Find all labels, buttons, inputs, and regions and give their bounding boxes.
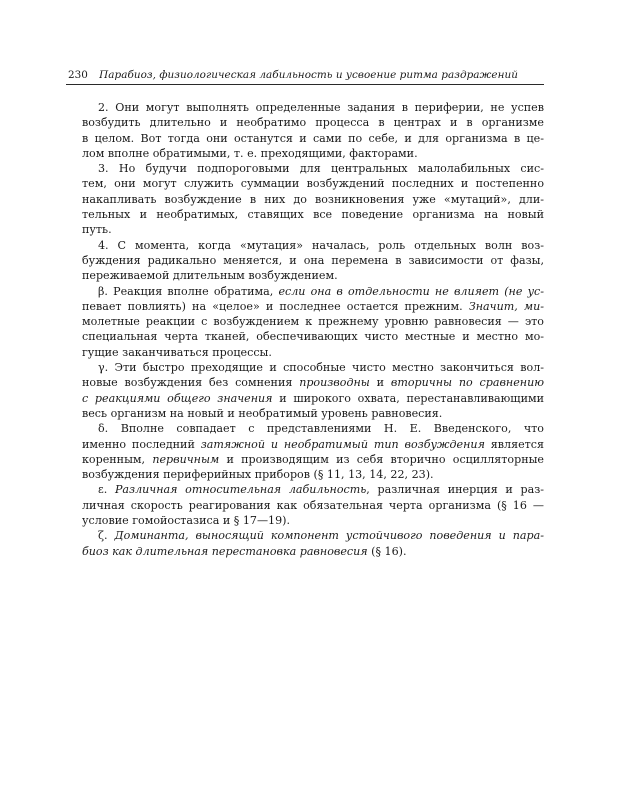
text-segment: и производящим из себя вторично осцилляторные xyxy=(219,452,544,466)
paragraph xyxy=(82,238,544,284)
page-number: 230 xyxy=(68,69,88,81)
text-line xyxy=(82,437,544,452)
text-line xyxy=(82,544,544,559)
text-line xyxy=(82,222,544,237)
text-line xyxy=(82,329,544,344)
text-line xyxy=(82,513,544,528)
body-text xyxy=(82,100,544,559)
text-line xyxy=(82,131,544,146)
text-segment: именно последний xyxy=(82,437,201,451)
text-segment: условие гомойостазиса и § 17—19). xyxy=(82,514,291,528)
paragraph xyxy=(82,360,544,421)
running-title: Парабиоз, физиологическая лабильность и усвоение ритма раздражений xyxy=(99,69,518,81)
italic-text: биоз как длительная перестановка равновесия xyxy=(82,544,368,558)
text-segment: γ. Эти быстро преходящие и способные чисто местно закончиться вол- xyxy=(98,361,544,375)
text-segment: и xyxy=(369,376,391,390)
text-segment: новые возбуждения без сомнения xyxy=(82,376,300,390)
text-line xyxy=(82,238,544,253)
text-line xyxy=(82,100,544,115)
text-segment: лом вполне обратимыми, т. е. преходящими, факторами. xyxy=(82,146,418,160)
text-segment: накапливать возбуждение в них до возникновения уже «мутаций», дли- xyxy=(82,192,544,206)
italic-text: производны xyxy=(299,376,370,390)
header-rule xyxy=(66,84,544,85)
text-line xyxy=(82,115,544,130)
italic-text: Значит, ми- xyxy=(462,299,544,313)
italic-text: с реакциями общего значения xyxy=(82,391,273,405)
text-segment: 2. Они могут выполнять определенные задания в периферии, не успев xyxy=(98,101,544,114)
paragraph xyxy=(82,528,544,559)
text-segment: коренным, xyxy=(82,452,153,466)
text-line xyxy=(82,192,544,207)
paragraph xyxy=(82,482,544,528)
text-line xyxy=(82,375,544,390)
text-line xyxy=(82,498,544,513)
text-segment: δ. Вполне совпадает с представлениями Н. Е. Введенского, что xyxy=(98,422,544,436)
text-segment: 3. Но будучи подпороговыми для центральных малолабильных сис- xyxy=(98,162,544,176)
text-segment: гущие заканчиваться процессы. xyxy=(82,345,272,359)
text-line xyxy=(82,482,544,497)
text-segment: β. Реакция вполне обратима, xyxy=(98,284,279,298)
text-line xyxy=(82,253,544,268)
text-segment: молетные реакции с возбуждением к прежнему уровню равновесия — это xyxy=(82,315,544,329)
text-line xyxy=(82,345,544,360)
text-line xyxy=(82,528,544,543)
text-line xyxy=(82,406,544,421)
text-segment: ε. xyxy=(98,483,115,497)
text-segment: весь организм на новый и необратимый уровень равновесия. xyxy=(82,406,443,420)
text-line xyxy=(82,391,544,406)
paragraph xyxy=(82,161,544,237)
text-segment: в целом. Вот тогда они останутся и сами по себе, и для организма в це- xyxy=(82,131,544,145)
text-line xyxy=(82,299,544,314)
text-segment: ζ. xyxy=(98,529,115,543)
text-line xyxy=(82,207,544,222)
text-line xyxy=(82,467,544,482)
text-segment: путь. xyxy=(82,223,112,237)
text-segment: переживаемой длительным возбуждением. xyxy=(82,269,338,283)
text-segment: возбуждения периферийных приборов (§ 11, 13, 14, 22, 23). xyxy=(82,468,434,482)
italic-text: затяжной и необратимый тип возбуждения xyxy=(200,437,485,451)
text-segment: певает повлиять) на «целое» и последнее остается прежним. xyxy=(82,299,463,313)
text-segment: буждения радикально меняется, и она перемена в зависимости от фазы, xyxy=(82,253,544,267)
text-line xyxy=(82,161,544,176)
text-segment: , различная инерция и раз- xyxy=(366,483,544,497)
text-segment: тем, они могут служить суммации возбуждений последних и постепенно xyxy=(82,177,544,191)
italic-text: первичным xyxy=(152,452,220,466)
text-line xyxy=(82,452,544,467)
paragraph xyxy=(82,100,544,161)
paragraph xyxy=(82,421,544,482)
text-line xyxy=(82,314,544,329)
text-line xyxy=(82,146,544,161)
text-segment: тельных и необратимых, ставящих все поведение организма на новый xyxy=(82,208,544,222)
italic-text: вторичны по сравнению xyxy=(390,376,545,390)
text-segment: специальная черта тканей, обеспечивающих чисто местные и местно мо- xyxy=(82,330,544,344)
text-segment: возбудить длительно и необратимо процесса в центрах и в организме xyxy=(82,116,544,130)
text-line xyxy=(82,284,544,299)
text-line xyxy=(82,360,544,375)
italic-text: если она в отдельности не влияет (не ус- xyxy=(278,284,544,298)
text-segment: 4. С момента, когда «мутация» началась, роль отдельных волн воз- xyxy=(98,238,544,252)
text-line xyxy=(82,268,544,283)
text-segment: личная скорость реагирования как обязательная черта организма (§ 16 — xyxy=(82,498,544,512)
italic-text: Различная относительная лабильность xyxy=(114,483,367,497)
text-segment: является xyxy=(484,437,544,451)
text-segment: (§ 16). xyxy=(367,544,407,558)
italic-text: Доминанта, выносящий компонент устойчивого поведения и пара- xyxy=(114,529,544,543)
text-line xyxy=(82,176,544,191)
running-header xyxy=(68,68,544,82)
text-line xyxy=(82,421,544,436)
paragraph xyxy=(82,284,544,360)
text-segment: и широкого охвата, перестанавливающими xyxy=(272,391,545,405)
